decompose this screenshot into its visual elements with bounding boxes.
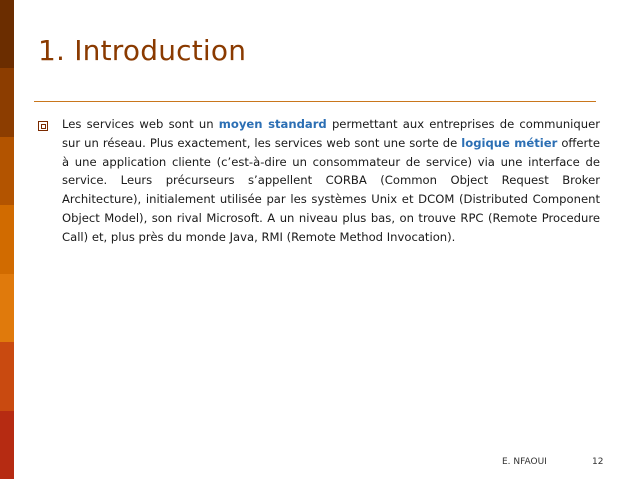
- decorative-side-bar: [0, 0, 14, 479]
- square-bullet-icon: [38, 121, 48, 131]
- side-bar-segment: [0, 342, 14, 410]
- slide-title: 1. Introduction: [38, 34, 247, 67]
- side-bar-segment: [0, 68, 14, 136]
- bullet-item: [38, 115, 600, 247]
- keyword-moyen-standard: moyen standard: [218, 117, 327, 131]
- side-bar-segment: [0, 274, 14, 342]
- text-segment: Les services web sont un: [62, 117, 219, 131]
- side-bar-segment: [0, 137, 14, 205]
- side-bar-segment: [0, 411, 14, 479]
- keyword-logique-metier: logique métier: [461, 135, 558, 150]
- text-segment: permettant aux entreprises de communiquer sur un réseau. Plus exactement, les services web sont une sorte de: [62, 117, 600, 150]
- footer-author: E. NFAOUI: [502, 457, 547, 467]
- title-divider: [34, 101, 596, 102]
- bullet-text: [62, 115, 600, 247]
- text-segment: offerte à une application cliente (c’est-à-dire un consommateur de service) via une interface de service. Leurs précurseurs s’appellent CORBA (Common Object Request Broker Architecture), initialement utilisée par les systèmes Unix et DCOM (Distributed Component Object Model), son rival Microsoft. A un niveau plus bas, on trouve RPC (Remote Procedure Call) et, plus près du monde Java, RMI (Remote Method Invocation).: [62, 135, 600, 244]
- page-number: 12: [592, 457, 604, 467]
- side-bar-segment: [0, 205, 14, 273]
- side-bar-segment: [0, 0, 14, 68]
